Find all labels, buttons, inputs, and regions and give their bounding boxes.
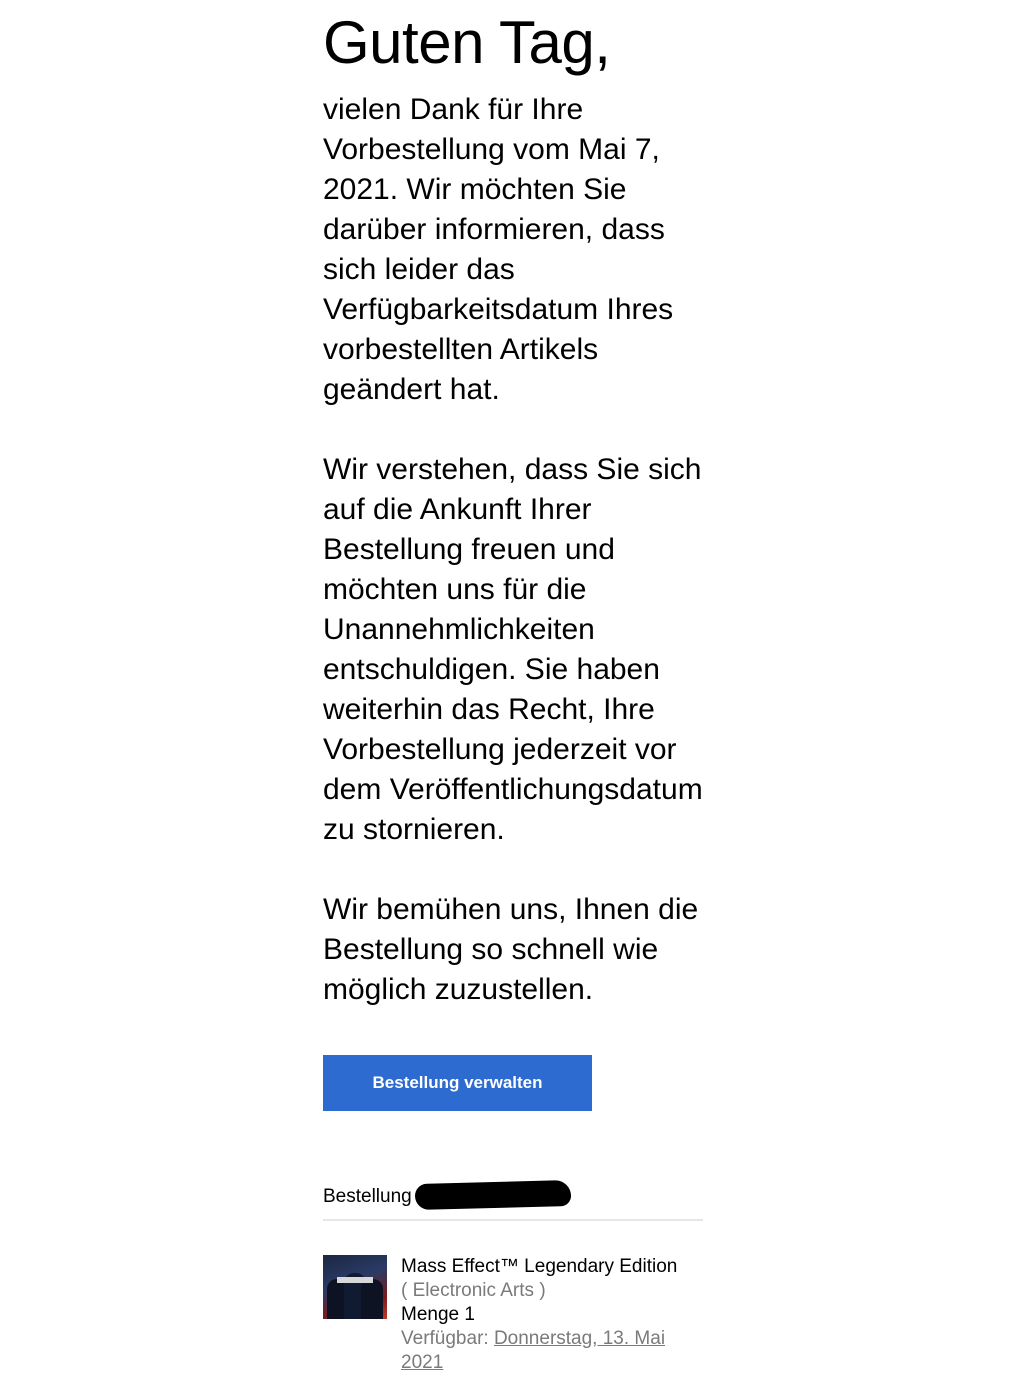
item-quantity: Menge 1 <box>401 1304 475 1325</box>
item-title[interactable]: Mass Effect™ Legendary Edition <box>401 1256 678 1277</box>
redaction-mark <box>415 1180 572 1210</box>
paragraph-delivery: Wir bemühen uns, Ihnen die Bestellung so schnell wie möglich zuzustellen. <box>323 893 699 1006</box>
item-publisher: ( Electronic Arts ) <box>401 1280 546 1301</box>
cover-logo-band <box>337 1277 373 1283</box>
game-cover-image[interactable] <box>323 1255 387 1319</box>
manage-order-button[interactable]: Bestellung verwalten <box>323 1055 592 1111</box>
order-label: Bestellung <box>323 1186 412 1207</box>
item-availability <box>401 1327 703 1375</box>
availability-date-link[interactable]: Donnerstag, 13. Mai 2021 <box>401 1328 666 1373</box>
greeting-heading: Guten Tag, <box>323 9 611 76</box>
email-body <box>323 0 703 1375</box>
order-item <box>323 1255 703 1375</box>
cover-figure <box>361 1279 383 1319</box>
paragraph-preorder-notice: vielen Dank für Ihre Vorbestellung vom Mai 7, 2021. Wir möchten Sie darüber informieren, dass sich leider das Verfügbarkeitsdatum Ihres vorbestellten Artikels geändert hat. <box>323 93 674 406</box>
paragraph-apology: Wir verstehen, dass Sie sich auf die Ankunft Ihrer Bestellung freuen und möchten uns für die Unannehmlichkeiten entschuldigen. Sie haben weiterhin das Recht, Ihre Vorbestellung jederzeit vor dem Veröffentlichungsdatum zu stornieren. <box>323 453 703 846</box>
availability-label: Verfügbar: <box>401 1328 489 1349</box>
order-number-row <box>323 1185 703 1211</box>
divider <box>323 1219 703 1221</box>
item-info <box>401 1255 703 1375</box>
